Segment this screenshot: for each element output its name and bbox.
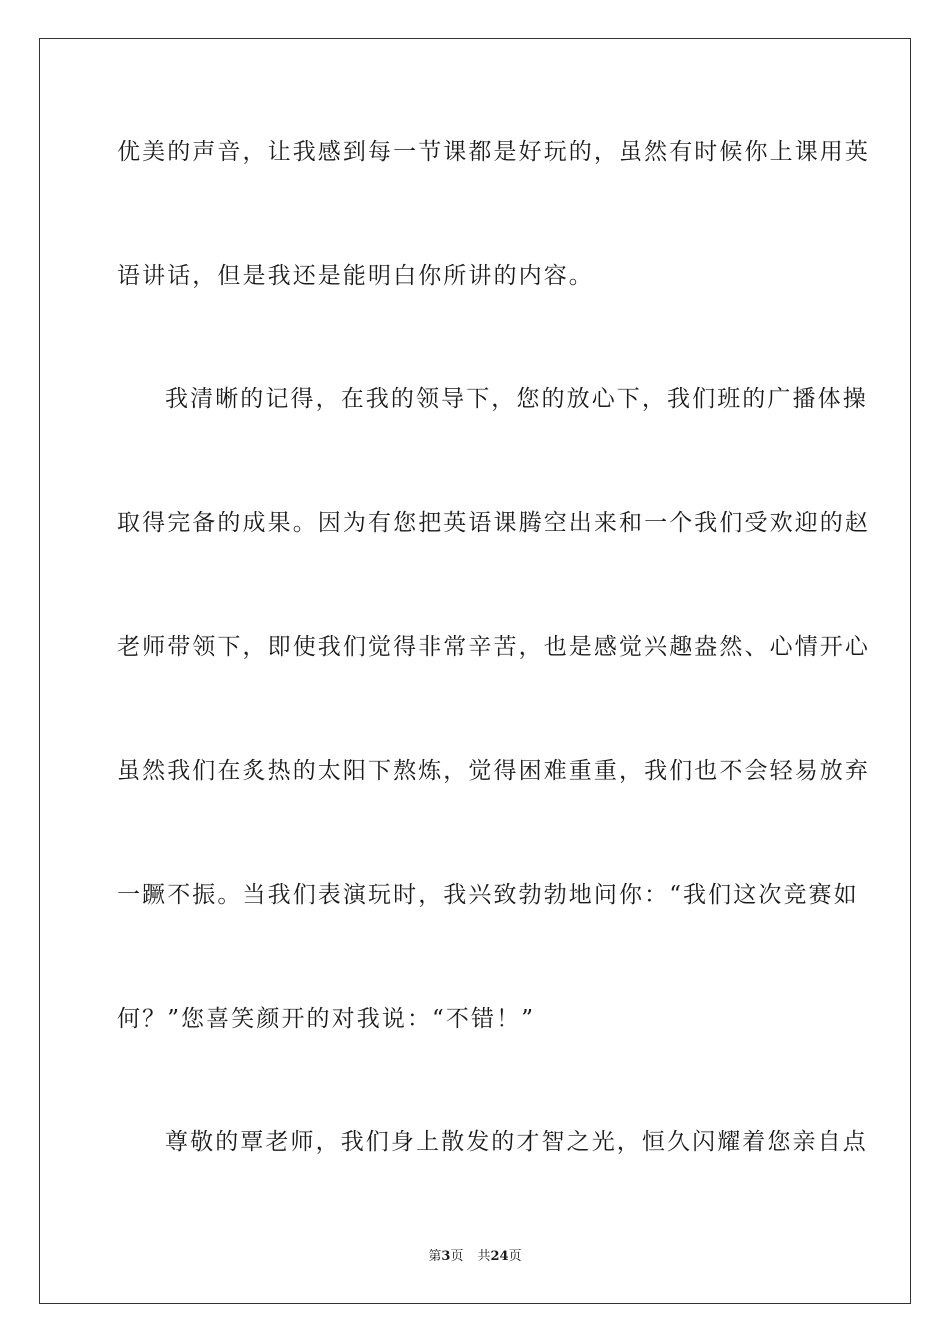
text-line-2: 语讲话，但是我还是能明白你所讲的内容。 — [117, 263, 594, 289]
page-border — [39, 38, 911, 1304]
total-pages: 24 — [490, 1249, 509, 1264]
total-suffix: 页 — [508, 1249, 522, 1264]
text-line-6: 虽然我们在炙热的太阳下熬炼，觉得困难重重，我们也不会轻易放弃 — [117, 758, 870, 784]
page-prefix: 第 — [428, 1249, 442, 1264]
text-line-9: 尊敬的覃老师，我们身上散发的才智之光，恒久闪耀着您亲自点 — [165, 1129, 868, 1155]
page-suffix: 页 — [450, 1249, 464, 1264]
text-line-5: 老师带领下，即使我们觉得非常辛苦，也是感觉兴趣盎然、心情开心 — [117, 634, 870, 660]
text-line-3: 我清晰的记得，在我的领导下，您的放心下，我们班的广播体操 — [165, 386, 868, 412]
text-line-7: 一蹶不振。当我们表演玩时，我兴致勃勃地问你：“我们这次竞赛如 — [117, 882, 859, 908]
text-line-8: 何？”您喜笑颜开的对我说：“不错！” — [117, 1006, 536, 1032]
text-line-4: 取得完备的成果。因为有您把英语课腾空出来和一个我们受欢迎的赵 — [117, 510, 870, 536]
total-prefix: 共 — [477, 1249, 491, 1264]
text-line-1: 优美的声音，让我感到每一节课都是好玩的，虽然有时候你上课用英 — [117, 139, 870, 165]
page-number: 3 — [441, 1249, 451, 1264]
page-footer — [0, 1248, 950, 1266]
